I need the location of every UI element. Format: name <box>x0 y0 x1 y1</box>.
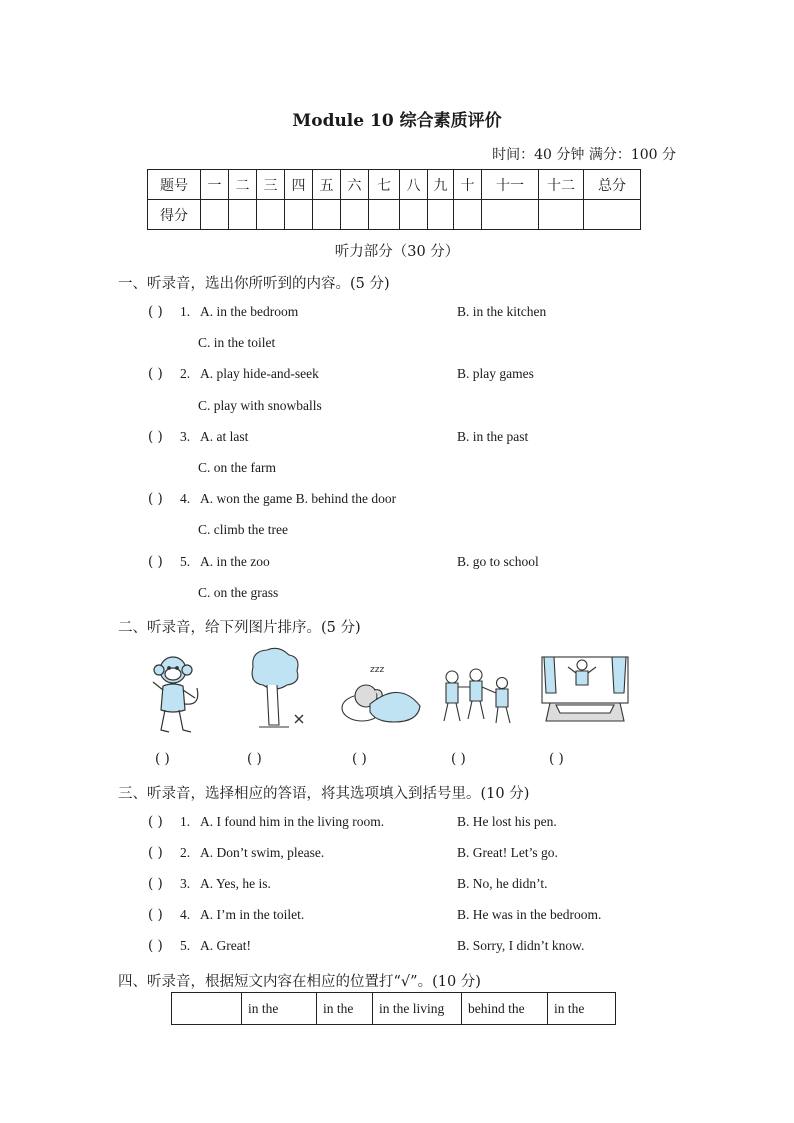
score-input-cell[interactable] <box>201 200 229 230</box>
option-a: A. Don’t swim, please. <box>200 845 325 860</box>
picture-order-paren[interactable]: ( ) <box>352 751 367 767</box>
option-b: B. go to school <box>457 554 539 569</box>
option-b: B. play games <box>457 366 534 381</box>
option-a: A. Great! <box>200 938 251 953</box>
picture-order-paren[interactable]: ( ) <box>155 751 170 767</box>
kids-playing-picture <box>438 665 518 727</box>
score-header-cell: 六 <box>341 170 369 200</box>
score-input-cell[interactable] <box>285 200 313 230</box>
score-header-cell: 总分 <box>584 170 641 200</box>
question-number: 1. <box>180 814 191 829</box>
option-c: C. on the farm <box>198 460 276 475</box>
location-table <box>171 992 616 1025</box>
section-2-title: 二、听录音，给下列图片排序。(5 分) <box>118 620 361 636</box>
option-b: B. He was in the bedroom. <box>457 907 602 922</box>
score-header-cell: 九 <box>428 170 454 200</box>
score-input-cell[interactable] <box>229 200 257 230</box>
answer-paren[interactable]: ( ) <box>148 491 163 507</box>
monkey-picture <box>145 652 205 737</box>
score-input-cell[interactable] <box>257 200 285 230</box>
score-header-cell: 二 <box>229 170 257 200</box>
score-header-cell: 四 <box>285 170 313 200</box>
score-header-cell: 一 <box>201 170 229 200</box>
answer-paren[interactable]: ( ) <box>148 304 163 320</box>
answer-paren[interactable]: ( ) <box>148 814 163 830</box>
listening-header: 听力部分（30 分） <box>334 244 460 260</box>
option-c: C. in the toilet <box>198 335 276 350</box>
option-b: B. No, he didn’t. <box>457 876 548 891</box>
answer-paren[interactable]: ( ) <box>148 876 163 892</box>
score-input-cell[interactable] <box>400 200 428 230</box>
option-a: A. in the zoo <box>200 554 270 569</box>
score-input-cell[interactable] <box>482 200 539 230</box>
score-header-cell: 七 <box>369 170 400 200</box>
score-header-cell: 十 <box>454 170 482 200</box>
answer-paren[interactable]: ( ) <box>148 554 163 570</box>
option-a: A. Yes, he is. <box>200 876 271 891</box>
score-input-cell[interactable] <box>369 200 400 230</box>
score-row-label: 得分 <box>148 200 201 230</box>
answer-paren[interactable]: ( ) <box>148 845 163 861</box>
score-input-cell[interactable] <box>341 200 369 230</box>
location-header-cell: in the <box>317 993 373 1025</box>
option-b: B. Sorry, I didn’t know. <box>457 938 585 953</box>
question-number: 3. <box>180 429 191 444</box>
score-input-cell[interactable] <box>428 200 454 230</box>
location-header-cell <box>172 993 242 1025</box>
score-input-cell[interactable] <box>584 200 641 230</box>
question-number: 5. <box>180 938 191 953</box>
picture-order-paren[interactable]: ( ) <box>451 751 466 767</box>
question-number: 2. <box>180 845 191 860</box>
location-header-cell: in the <box>548 993 616 1025</box>
option-b: B. Great! Let’s go. <box>457 845 558 860</box>
page-title: Module 10 综合素质评价 <box>292 111 502 131</box>
section-1-title: 一、听录音，选出你所听到的内容。(5 分) <box>118 276 390 292</box>
sleeping-elephant-picture <box>340 660 422 730</box>
bed-jumping-picture <box>540 653 630 728</box>
question-number: 5. <box>180 554 191 569</box>
question-number: 4. <box>180 491 191 506</box>
score-header-cell: 八 <box>400 170 428 200</box>
answer-paren[interactable]: ( ) <box>148 429 163 445</box>
question-number: 1. <box>180 304 191 319</box>
score-table <box>147 169 641 230</box>
question-number: 4. <box>180 907 191 922</box>
section-3-title: 三、听录音，选择相应的答语，将其选项填入到括号里。(10 分) <box>118 786 530 802</box>
tree-cross-picture <box>245 647 310 732</box>
option-b: B. He lost his pen. <box>457 814 557 829</box>
question-number: 2. <box>180 366 191 381</box>
answer-paren[interactable]: ( ) <box>148 907 163 923</box>
picture-order-paren[interactable]: ( ) <box>549 751 564 767</box>
score-header-cell: 题号 <box>148 170 201 200</box>
score-input-cell[interactable] <box>313 200 341 230</box>
option-a: A. at last <box>200 429 249 444</box>
score-table-score-row <box>148 200 641 230</box>
exam-meta: 时间：40 分钟 满分：100 分 <box>492 147 676 163</box>
option-a: A. play hide-and-seek <box>200 366 319 381</box>
option-a: A. won the game B. behind the door <box>200 491 397 506</box>
location-header-cell: in the living <box>373 993 462 1025</box>
location-table-header-row <box>172 993 616 1025</box>
section-4-title: 四、听录音，根据短文内容在相应的位置打“√”。(10 分) <box>118 974 481 990</box>
score-input-cell[interactable] <box>539 200 584 230</box>
option-b: B. in the past <box>457 429 529 444</box>
option-c: C. play with snowballs <box>198 398 322 413</box>
svg-text:zzz: zzz <box>370 665 385 675</box>
option-b: B. in the kitchen <box>457 304 547 319</box>
score-header-cell: 三 <box>257 170 285 200</box>
answer-paren[interactable]: ( ) <box>148 366 163 382</box>
score-header-cell: 五 <box>313 170 341 200</box>
location-header-cell: in the <box>242 993 317 1025</box>
answer-paren[interactable]: ( ) <box>148 938 163 954</box>
option-c: C. climb the tree <box>198 522 288 537</box>
question-number: 3. <box>180 876 191 891</box>
score-table-header-row <box>148 170 641 200</box>
picture-order-paren[interactable]: ( ) <box>247 751 262 767</box>
option-a: A. I’m in the toilet. <box>200 907 305 922</box>
option-a: A. I found him in the living room. <box>200 814 385 829</box>
location-header-cell: behind the <box>462 993 548 1025</box>
score-header-cell: 十一 <box>482 170 539 200</box>
option-c: C. on the grass <box>198 585 279 600</box>
score-header-cell: 十二 <box>539 170 584 200</box>
option-a: A. in the bedroom <box>200 304 299 319</box>
score-input-cell[interactable] <box>454 200 482 230</box>
